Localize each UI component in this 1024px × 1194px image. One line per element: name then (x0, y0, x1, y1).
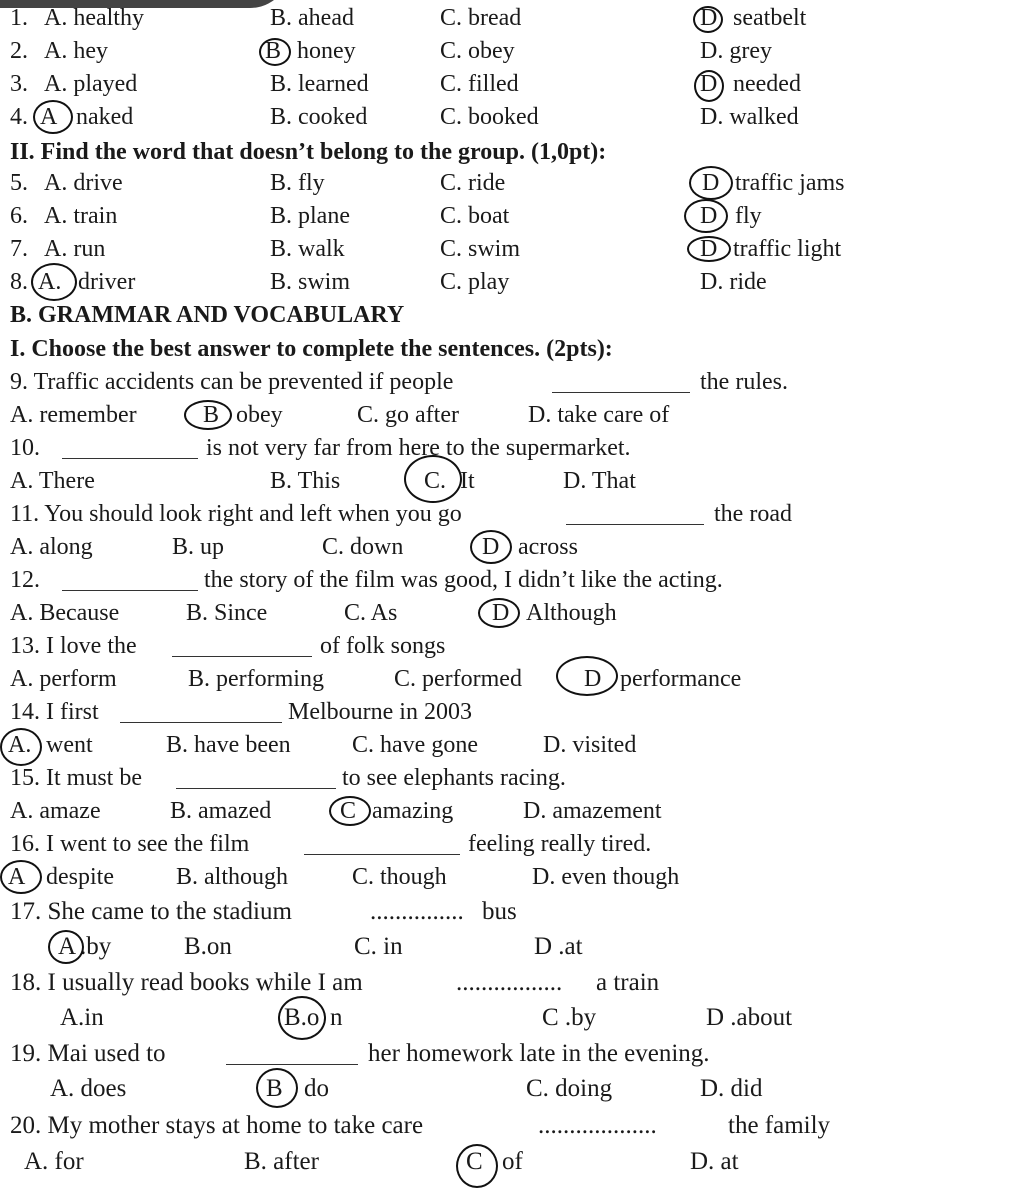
option-a: A. played (44, 71, 138, 97)
option-a: A. amaze (10, 798, 101, 824)
option-c: C. doing (526, 1075, 613, 1102)
question-row-4 (0, 101, 1024, 133)
section-heading-text: II. Find the word that doesn’t belong to the group. (1,0pt): (10, 139, 607, 165)
option-b-letter: B.o (284, 1004, 320, 1031)
option-c: amazing (372, 798, 454, 824)
option-b: obey (236, 402, 283, 428)
option-d: fly (735, 203, 762, 229)
option-d: traffic jams (735, 170, 845, 196)
option-b-letter: B (266, 1075, 283, 1102)
option-b: B. fly (270, 170, 325, 196)
section-heading (0, 333, 1024, 365)
question-stem-14 (0, 696, 1024, 728)
option-a: went (46, 732, 93, 758)
option-c: of (502, 1148, 523, 1175)
option-b: B. swim (270, 269, 351, 295)
question-stem-20 (0, 1110, 1024, 1142)
option-d-letter: D (700, 5, 718, 31)
option-c: C. ride (440, 170, 506, 196)
section-heading-text: I. Choose the best answer to complete the sentences. (2pts): (10, 336, 613, 362)
answer-blank (176, 766, 336, 789)
question-stem-17 (0, 896, 1024, 928)
option-c: C. boat (440, 203, 510, 229)
options-row-11 (0, 531, 1024, 563)
option-d: D. visited (543, 732, 637, 758)
question-text-tail: a train (596, 969, 660, 996)
question-stem-9 (0, 366, 1024, 398)
answer-dots: ............... (370, 898, 464, 925)
question-text-tail: is not very far from here to the supermarket. (206, 435, 631, 461)
option-a: A. for (24, 1148, 84, 1175)
answer-blank (226, 1042, 358, 1065)
option-c: C. go after (357, 402, 459, 428)
option-c: C. though (352, 864, 447, 890)
option-d: D. did (700, 1075, 763, 1102)
question-stem-16 (0, 828, 1024, 860)
part-heading (0, 299, 1024, 331)
question-number: 2. (10, 38, 28, 64)
question-row-1 (0, 2, 1024, 34)
option-b: do (304, 1075, 329, 1102)
option-b: B. walk (270, 236, 345, 262)
option-b: B. amazed (170, 798, 272, 824)
question-text: 20. My mother stays at home to take care (10, 1112, 424, 1139)
question-text: 18. I usually read books while I am (10, 969, 363, 996)
options-row-19 (0, 1073, 1024, 1105)
answer-blank (304, 832, 460, 855)
option-d-letter: D (700, 203, 718, 229)
option-d: seatbelt (733, 5, 807, 31)
question-text-tail: of folk songs (320, 633, 446, 659)
option-a: A. perform (10, 666, 117, 692)
question-text-tail: the story of the film was good, I didn’t like the acting. (204, 567, 723, 593)
option-b: B. learned (270, 71, 369, 97)
option-d-letter: D (702, 170, 720, 196)
option-a-letter: A (8, 864, 26, 890)
option-b: B. cooked (270, 104, 368, 130)
option-a: A. train (44, 203, 118, 229)
option-d: D .at (534, 933, 583, 960)
question-row-3 (0, 68, 1024, 100)
part-heading-text: B. GRAMMAR AND VOCABULARY (10, 302, 405, 328)
question-row-7 (0, 233, 1024, 265)
option-d-letter: D (492, 600, 510, 626)
option-c: C. have gone (352, 732, 478, 758)
answer-blank (552, 370, 690, 393)
answer-blank (566, 502, 704, 525)
question-text: 14. I first (10, 699, 99, 725)
option-c: C. filled (440, 71, 519, 97)
options-row-12 (0, 597, 1024, 629)
question-stem-19 (0, 1038, 1024, 1070)
option-a: A. does (50, 1075, 127, 1102)
option-d-letter: D (700, 71, 718, 97)
option-d-letter: D (584, 666, 602, 692)
option-d: D. amazement (523, 798, 662, 824)
option-c: C. As (344, 600, 398, 626)
option-c: C. swim (440, 236, 521, 262)
option-b: B.on (184, 933, 232, 960)
question-text: 11. You should look right and left when you go (10, 501, 462, 527)
option-d: D. That (563, 468, 636, 494)
option-c: C. down (322, 534, 404, 560)
options-row-20 (0, 1146, 1024, 1178)
section-heading (0, 136, 1024, 168)
option-d: D. even though (532, 864, 680, 890)
option-c: C. play (440, 269, 510, 295)
option-a: A. There (10, 468, 95, 494)
option-a: .by (80, 933, 112, 960)
option-c: C. bread (440, 5, 522, 31)
question-stem-12 (0, 564, 1024, 596)
question-text: 16. I went to see the film (10, 831, 250, 857)
option-d: D. grey (700, 38, 772, 64)
option-d: traffic light (733, 236, 842, 262)
option-d: Although (526, 600, 617, 626)
question-stem-13 (0, 630, 1024, 662)
option-d: across (518, 534, 578, 560)
question-number: 7. (10, 236, 28, 262)
option-a: A. hey (44, 38, 108, 64)
option-c: C. in (354, 933, 403, 960)
option-c: C. obey (440, 38, 515, 64)
answer-blank (172, 634, 312, 657)
option-c: C .by (542, 1004, 597, 1031)
option-d: needed (733, 71, 801, 97)
question-text: 15. It must be (10, 765, 142, 791)
option-c-letter: C (340, 798, 357, 824)
answer-dots: ................. (456, 969, 563, 996)
option-d: D .about (706, 1004, 793, 1031)
question-number: 1. (10, 5, 28, 31)
option-b: B. ahead (270, 5, 354, 31)
question-text-tail: Melbourne in 2003 (288, 699, 472, 725)
option-c: C. performed (394, 666, 522, 692)
question-text-tail: bus (482, 898, 517, 925)
question-text: 10. (10, 435, 40, 461)
option-c-letter: C (466, 1148, 483, 1175)
options-row-16 (0, 861, 1024, 893)
option-a: A. along (10, 534, 93, 560)
option-b: honey (297, 38, 356, 64)
answer-dots: ................... (538, 1112, 657, 1139)
option-d: performance (620, 666, 742, 692)
question-number: 8. (10, 269, 28, 295)
question-text-tail: the rules. (700, 369, 788, 395)
options-row-15 (0, 795, 1024, 827)
options-row-17 (0, 931, 1024, 963)
option-d-letter: D (700, 236, 718, 262)
option-a: naked (76, 104, 134, 130)
options-row-18 (0, 1002, 1024, 1034)
option-a-letter: A. (38, 269, 62, 295)
question-text: 17. She came to the stadium (10, 898, 292, 925)
option-b: B. plane (270, 203, 350, 229)
options-row-13 (0, 663, 1024, 695)
option-a-letter: A (40, 104, 58, 130)
question-row-6 (0, 200, 1024, 232)
option-d: D. take care of (528, 402, 670, 428)
option-a-letter: A. (8, 732, 32, 758)
question-text: 13. I love the (10, 633, 137, 659)
question-stem-11 (0, 498, 1024, 530)
question-row-2 (0, 35, 1024, 67)
question-text-tail: feeling really tired. (468, 831, 652, 857)
option-b-letter: B (265, 38, 282, 64)
option-d: D. walked (700, 104, 799, 130)
option-a: driver (78, 269, 136, 295)
option-a: A. remember (10, 402, 137, 428)
option-b: B. have been (166, 732, 291, 758)
options-row-10 (0, 465, 1024, 497)
option-a: A. drive (44, 170, 123, 196)
option-a-letter: A (58, 933, 77, 960)
option-b: B. performing (188, 666, 324, 692)
question-row-8 (0, 266, 1024, 298)
question-text-tail: the family (728, 1112, 831, 1139)
option-c: It (460, 468, 475, 494)
option-b: n (330, 1004, 343, 1031)
option-b: B. after (244, 1148, 319, 1175)
option-b: B. Since (186, 600, 268, 626)
question-number: 3. (10, 71, 28, 97)
question-text: 12. (10, 567, 40, 593)
option-a: A. Because (10, 600, 120, 626)
option-d: D. at (690, 1148, 739, 1175)
option-a: despite (46, 864, 114, 890)
option-c-letter: C. (424, 468, 447, 494)
option-b: B. up (172, 534, 225, 560)
option-d-letter: D (482, 534, 500, 560)
question-stem-15 (0, 762, 1024, 794)
option-a: A. run (44, 236, 106, 262)
question-stem-18 (0, 967, 1024, 999)
option-b: B. This (270, 468, 341, 494)
option-d: D. ride (700, 269, 767, 295)
question-number: 5. (10, 170, 28, 196)
question-number: 6. (10, 203, 28, 229)
option-a: A.in (60, 1004, 104, 1031)
question-number: 4. (10, 104, 28, 130)
option-b: B. although (176, 864, 288, 890)
question-stem-10 (0, 432, 1024, 464)
answer-blank (62, 436, 198, 459)
option-b-letter: B (203, 402, 220, 428)
question-text: 9. Traffic accidents can be prevented if people (10, 369, 454, 395)
option-c: C. booked (440, 104, 539, 130)
question-text-tail: her homework late in the evening. (368, 1040, 710, 1067)
options-row-9 (0, 399, 1024, 431)
question-text-tail: the road (714, 501, 792, 527)
question-row-5 (0, 167, 1024, 199)
question-text: 19. Mai used to (10, 1040, 166, 1067)
question-text-tail: to see elephants racing. (342, 765, 566, 791)
answer-blank (120, 700, 282, 723)
answer-blank (62, 568, 198, 591)
options-row-14 (0, 729, 1024, 761)
option-a: A. healthy (44, 5, 144, 31)
